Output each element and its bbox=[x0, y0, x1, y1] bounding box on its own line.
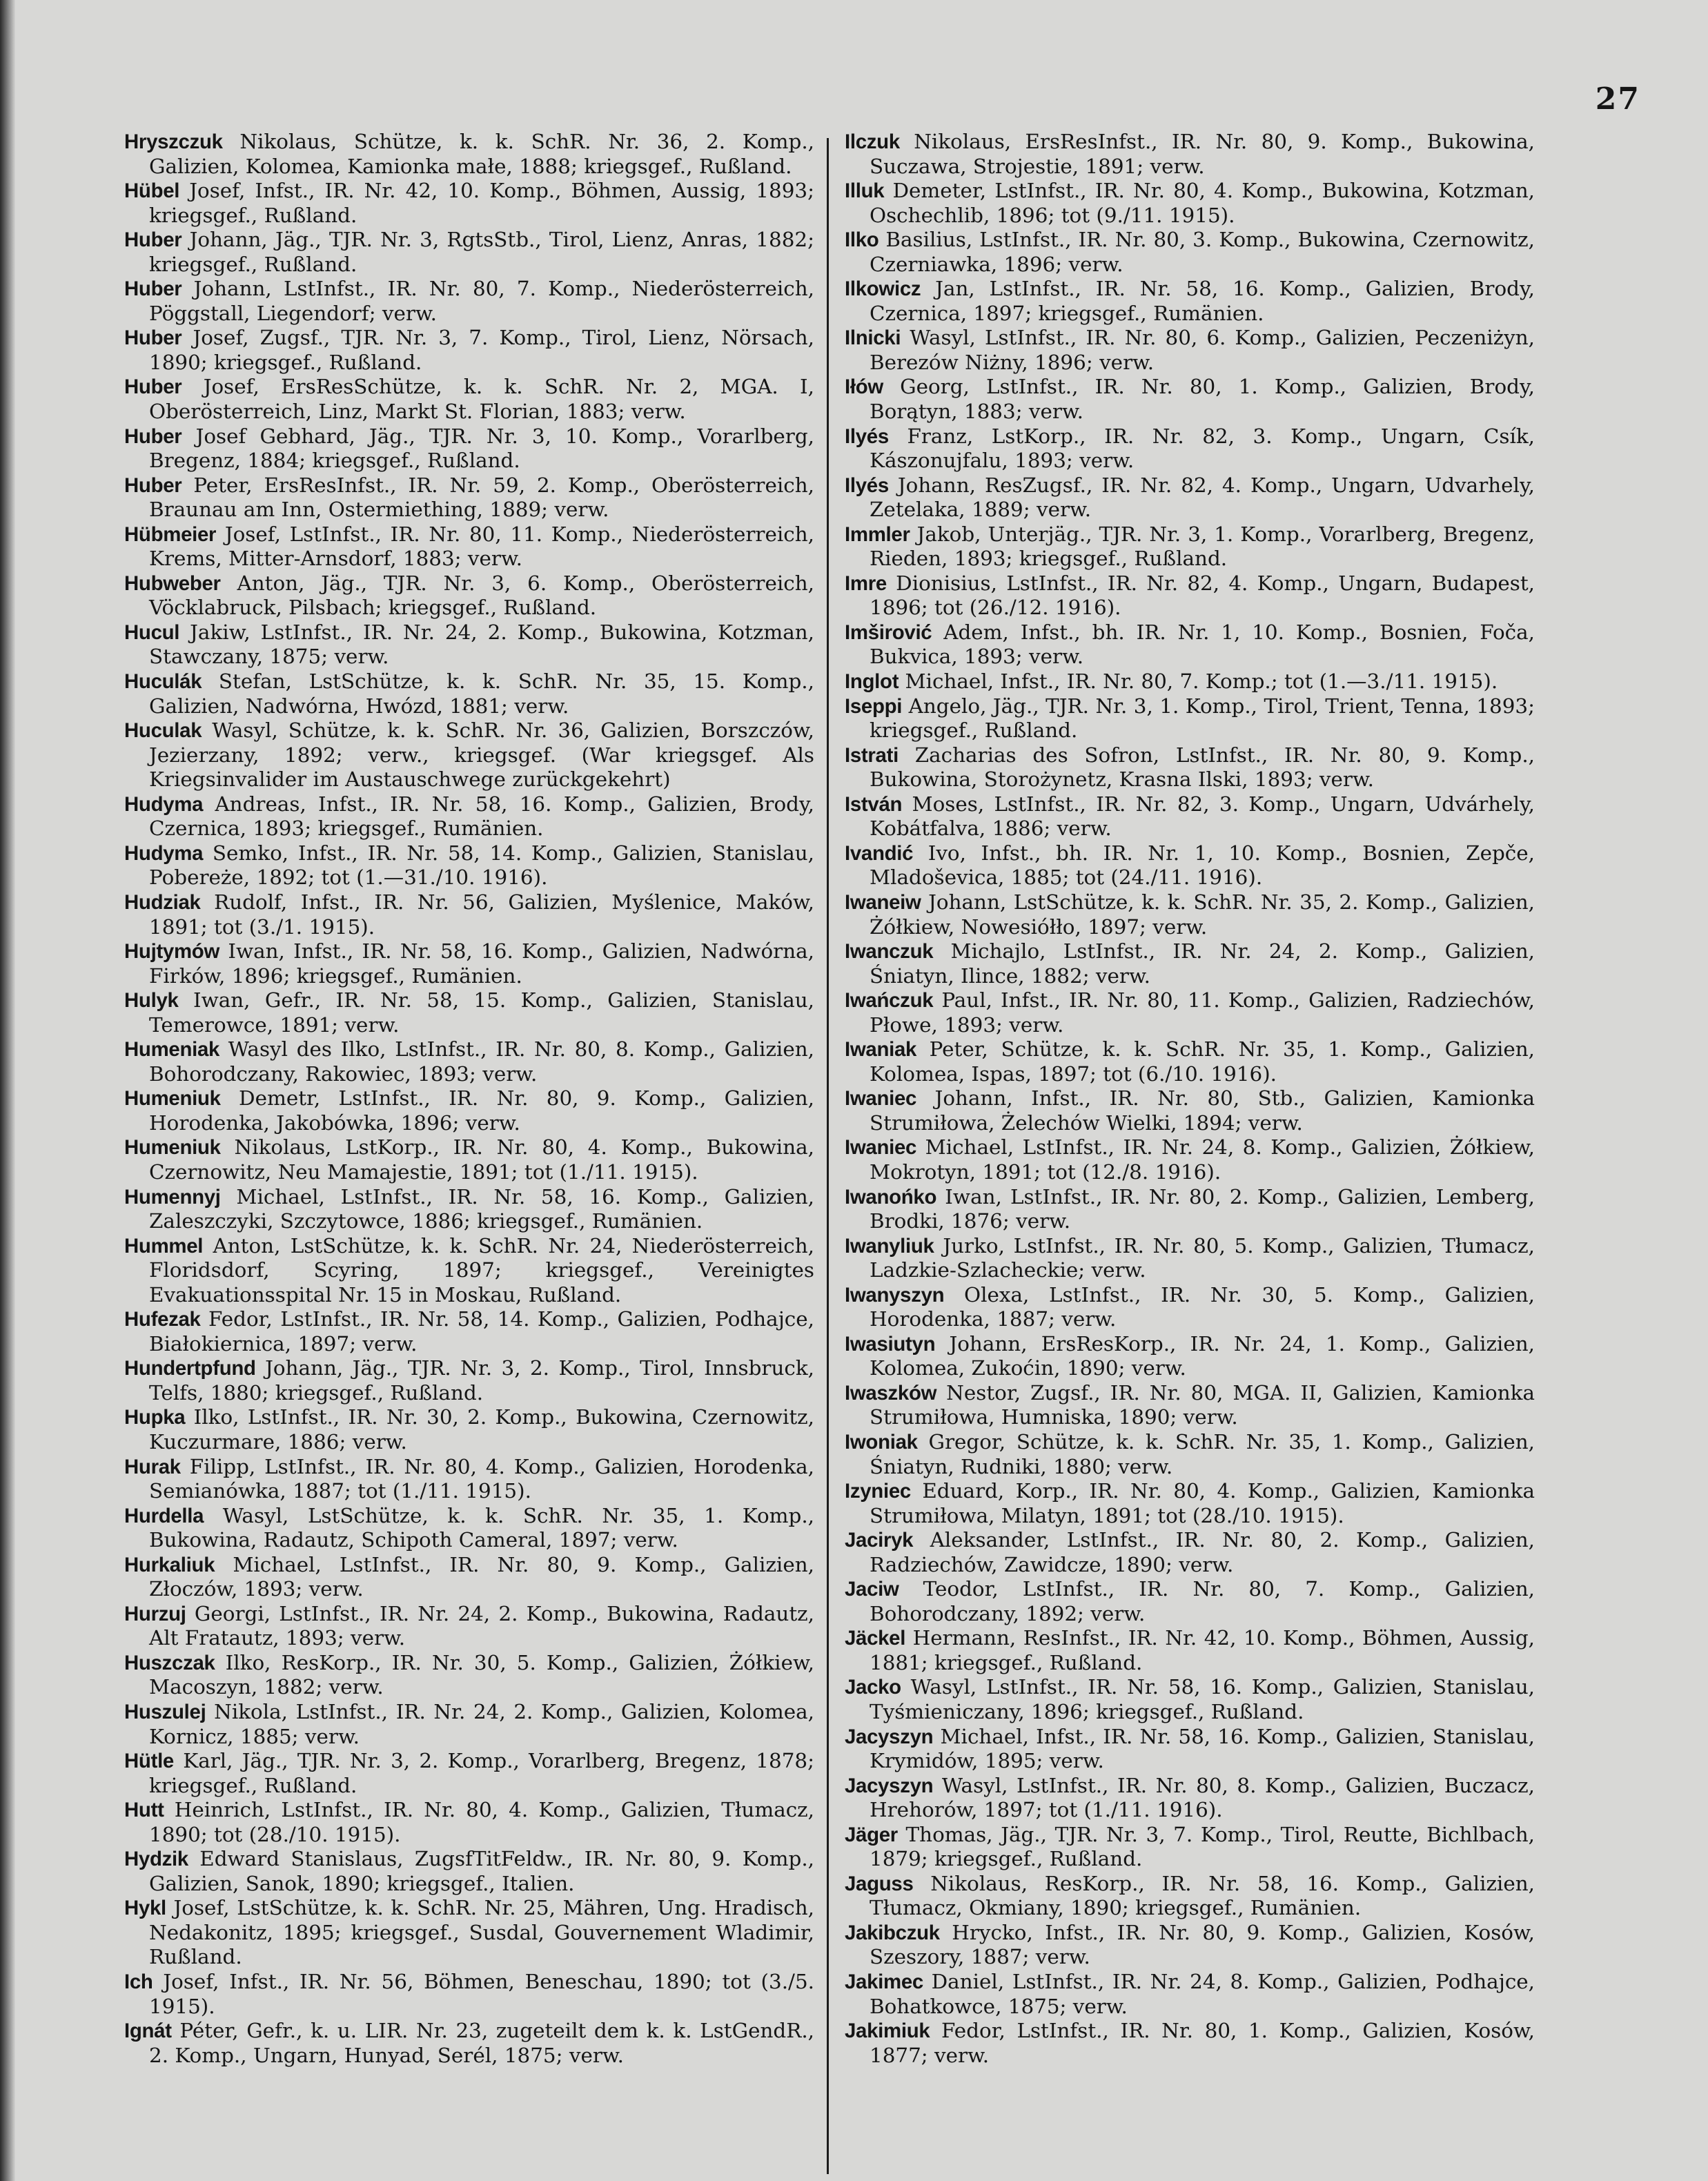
casualty-entry bbox=[845, 375, 1535, 424]
entry-surname: Iwanyliuk bbox=[845, 1234, 934, 1258]
entry-details: Hermann, ResInfst., IR. Nr. 42, 10. Komp., Böhmen, Aussig, 1881; kriegsgef., Rußland. bbox=[870, 1626, 1535, 1674]
entry-surname: Ilko bbox=[845, 228, 879, 252]
casualty-entry bbox=[124, 228, 814, 277]
casualty-entry bbox=[845, 228, 1535, 277]
entry-surname: Hufezak bbox=[124, 1308, 201, 1331]
entry-details: Thomas, Jäg., TJR. Nr. 3, 7. Komp., Tirol, Reutte, Bichlbach, 1879; kriegsgef., Rußland. bbox=[870, 1822, 1535, 1871]
casualty-entry bbox=[845, 669, 1535, 694]
casualty-entry bbox=[845, 1528, 1535, 1577]
entry-details: Paul, Infst., IR. Nr. 80, 11. Komp., Galizien, Radziechów, Płowe, 1893; verw. bbox=[870, 988, 1535, 1037]
casualty-entry bbox=[845, 130, 1535, 179]
casualty-entry bbox=[124, 1700, 814, 1749]
casualty-entry bbox=[845, 1725, 1535, 1774]
entry-details: Georg, LstInfst., IR. Nr. 80, 1. Komp., Galizien, Brody, Borątyn, 1883; verw. bbox=[870, 375, 1535, 424]
entry-surname: Hurzuj bbox=[124, 1602, 186, 1625]
casualty-entry bbox=[124, 571, 814, 620]
casualty-entry bbox=[124, 1185, 814, 1234]
page-number: 27 bbox=[1595, 81, 1640, 117]
entry-details: Aleksander, LstInfst., IR. Nr. 80, 2. Komp., Galizien, Radziechów, Zawidcze, 1890; verw. bbox=[870, 1528, 1535, 1576]
entry-surname: Hurkaliuk bbox=[124, 1553, 215, 1576]
entry-surname: Ilczuk bbox=[845, 130, 900, 153]
casualty-entry bbox=[845, 1675, 1535, 1724]
casualty-entry bbox=[124, 326, 814, 375]
entry-surname: Iwanczuk bbox=[845, 940, 934, 964]
casualty-entry bbox=[845, 1626, 1535, 1675]
entry-surname: Huber bbox=[124, 277, 182, 301]
casualty-entry bbox=[124, 277, 814, 326]
entry-details: Iwan, Infst., IR. Nr. 58, 16. Komp., Galizien, Nadwórna, Firków, 1896; kriegsgef., Rumänien. bbox=[149, 939, 814, 988]
entry-surname: Huszczak bbox=[124, 1651, 215, 1674]
entry-surname: Hummel bbox=[124, 1234, 204, 1258]
entry-details: Michael, LstInfst., IR. Nr. 58, 16. Komp., Galizien, Zaleszczyki, Szczytowce, 1886; kriegsgef., Rumänien. bbox=[149, 1184, 814, 1233]
entry-details: Demetr, LstInfst., IR. Nr. 80, 9. Komp., Galizien, Horodenka, Jakobówka, 1896; verw. bbox=[149, 1086, 815, 1135]
casualty-entry bbox=[124, 1455, 814, 1504]
casualty-entry bbox=[124, 1356, 814, 1405]
casualty-entry bbox=[124, 890, 814, 939]
casualty-entry bbox=[845, 424, 1535, 473]
entry-surname: Istrati bbox=[845, 743, 899, 767]
entry-surname: Huber bbox=[124, 326, 182, 350]
casualty-entry bbox=[845, 571, 1535, 620]
entry-details: Daniel, LstInfst., IR. Nr. 24, 8. Komp., Galizien, Podhajce, Bohatkowce, 1875; verw. bbox=[870, 1970, 1535, 2018]
entry-surname: Hryszczuk bbox=[124, 130, 223, 153]
entry-details: Johann, LstInfst., IR. Nr. 80, 7. Komp., Niederösterreich, Pöggstall, Liegendorf; verw. bbox=[149, 277, 815, 325]
entry-surname: Ilnicki bbox=[845, 326, 901, 350]
casualty-entry bbox=[845, 473, 1535, 522]
entry-surname: Huculak bbox=[124, 719, 202, 743]
entry-surname: Jakibczuk bbox=[845, 1921, 940, 1944]
entry-details: Michael, LstInfst., IR. Nr. 24, 8. Komp., Galizien, Żółkiew, Mokrotyn, 1891; tot (12./8. 1916). bbox=[870, 1135, 1535, 1184]
entry-details: Johann, Infst., IR. Nr. 80, Stb., Galizien, Kamionka Strumiłowa, Żelechów Wielki, 1894; verw. bbox=[870, 1086, 1535, 1135]
entry-surname: Iwaszków bbox=[845, 1381, 937, 1405]
entry-details: Jakiw, LstInfst., IR. Nr. 24, 2. Komp., Bukowina, Kotzman, Stawczany, 1875; verw. bbox=[149, 620, 815, 669]
entry-details: Johann, ErsResKorp., IR. Nr. 24, 1. Komp., Galizien, Kolomea, Zukoćin, 1890; verw. bbox=[870, 1331, 1535, 1380]
entry-details: Wasyl, LstInfst., IR. Nr. 80, 8. Komp., Galizien, Buczacz, Hrehorów, 1897; tot (1./11. 1916). bbox=[870, 1773, 1535, 1822]
entry-surname: Jäckel bbox=[845, 1627, 906, 1650]
casualty-entry bbox=[845, 1430, 1535, 1479]
entry-details: Basilius, LstInfst., IR. Nr. 80, 3. Komp., Bukowina, Czernowitz, Czerniawka, 1896; verw. bbox=[870, 228, 1535, 276]
entry-surname: Jacyszyn bbox=[845, 1774, 934, 1797]
entry-surname: Iwanyszyn bbox=[845, 1283, 945, 1307]
entry-details: Zacharias des Sofron, LstInfst., IR. Nr. 80, 9. Komp., Bukowina, Storożynetz, Krasna Ilski, 1893; verw. bbox=[870, 743, 1535, 792]
casualty-entry bbox=[845, 792, 1535, 841]
entry-details: Angelo, Jäg., TJR. Nr. 3, 1. Komp., Tirol, Trient, Tenna, 1893; kriegsgef., Rußland. bbox=[870, 694, 1535, 743]
casualty-entry bbox=[845, 1332, 1535, 1381]
entry-details: Filipp, LstInfst., IR. Nr. 80, 4. Komp., Galizien, Horodenka, Semianówka, 1887; tot (1./11. 1915). bbox=[149, 1454, 814, 1503]
scan-binding-edge bbox=[0, 0, 15, 2181]
column-divider bbox=[827, 138, 829, 2174]
casualty-entry bbox=[845, 1234, 1535, 1283]
entry-details: Nestor, Zugsf., IR. Nr. 80, MGA. II, Galizien, Kamionka Strumiłowa, Humniska, 1890; verw. bbox=[870, 1380, 1535, 1429]
entry-details: Johann, LstSchütze, k. k. SchR. Nr. 35, 2. Komp., Galizien, Żółkiew, Nowesiółło, 1897; verw. bbox=[870, 890, 1535, 939]
casualty-entry bbox=[124, 841, 814, 890]
entry-surname: Hudyma bbox=[124, 841, 204, 865]
casualty-entry bbox=[124, 669, 814, 718]
entry-surname: Humeniak bbox=[124, 1038, 220, 1062]
entry-details: Wasyl, LstInfst., IR. Nr. 80, 6. Komp., Galizien, Peczeniżyn, Berezów Niżny, 1896; verw. bbox=[870, 326, 1535, 374]
entry-surname: Jäger bbox=[845, 1823, 898, 1846]
entry-surname: Jacyszyn bbox=[845, 1725, 934, 1748]
entry-details: Anton, Jäg., TJR. Nr. 3, 6. Komp., Oberösterreich, Vöcklabruck, Pilsbach; kriegsgef., Rußland. bbox=[149, 571, 815, 620]
entry-details: Adem, Infst., bh. IR. Nr. 1, 10. Komp., Bosnien, Foča, Bukvica, 1893; verw. bbox=[870, 620, 1535, 669]
entry-surname: Iwoniak bbox=[845, 1430, 918, 1454]
entry-surname: Iwaniec bbox=[845, 1136, 917, 1160]
entry-surname: Iwaniak bbox=[845, 1038, 917, 1062]
entry-details: Eduard, Korp., IR. Nr. 80, 4. Komp., Galizien, Kamionka Strumiłowa, Milatyn, 1891; tot (28./10. 1915). bbox=[870, 1479, 1535, 1527]
casualty-entry bbox=[845, 841, 1535, 890]
entry-details: Karl, Jäg., TJR. Nr. 3, 2. Komp., Vorarlberg, Bregenz, 1878; kriegsgef., Rußland. bbox=[149, 1749, 814, 1797]
entry-details: Johann, ResZugsf., IR. Nr. 82, 4. Komp., Ungarn, Udvarhely, Zetelaka, 1889; verw. bbox=[870, 473, 1535, 522]
left-column bbox=[124, 130, 814, 2068]
casualty-entry bbox=[124, 130, 814, 179]
entry-surname: Jaguss bbox=[845, 1872, 914, 1895]
entry-details: Josef, LstInfst., IR. Nr. 80, 11. Komp., Niederösterreich, Krems, Mitter-Arnsdorf, 1883; verw. bbox=[149, 522, 814, 571]
casualty-entry bbox=[124, 988, 814, 1037]
casualty-entry bbox=[124, 939, 814, 988]
entry-details: Teodor, LstInfst., IR. Nr. 80, 7. Komp., Galizien, Bohorodczany, 1892; verw. bbox=[870, 1577, 1535, 1625]
entry-surname: Hübel bbox=[124, 179, 180, 203]
entry-details: Jurko, LstInfst., IR. Nr. 80, 5. Komp., Galizien, Tłumacz, Ladzkie-Szlacheckie; verw. bbox=[870, 1233, 1535, 1282]
casualty-entry bbox=[124, 1086, 814, 1135]
casualty-entry bbox=[845, 522, 1535, 571]
entry-details: Josef, ErsResSchütze, k. k. SchR. Nr. 2, MGA. I, Oberösterreich, Linz, Markt St. Florian, 1883; verw. bbox=[149, 375, 814, 424]
casualty-entry bbox=[124, 1749, 814, 1798]
casualty-entry bbox=[845, 1921, 1535, 1970]
casualty-entry bbox=[845, 620, 1535, 669]
casualty-entry bbox=[845, 1970, 1535, 2019]
entry-surname: Jakimiuk bbox=[845, 2019, 930, 2043]
entry-surname: Jacko bbox=[845, 1676, 901, 1699]
entry-surname: Imre bbox=[845, 571, 887, 595]
casualty-entry bbox=[124, 718, 814, 792]
entry-details: Jakob, Unterjäg., TJR. Nr. 3, 1. Komp., Vorarlberg, Bregenz, Rieden, 1893; kriegsgef., Rußland. bbox=[870, 522, 1535, 571]
entry-details: Franz, LstKorp., IR. Nr. 82, 3. Komp., Ungarn, Csík, Kászonujfalu, 1893; verw. bbox=[870, 424, 1535, 473]
casualty-entry bbox=[124, 1405, 814, 1454]
entry-surname: Hubweber bbox=[124, 571, 221, 595]
entry-surname: Hutt bbox=[124, 1799, 164, 1822]
entry-details: Anton, LstSchütze, k. k. SchR. Nr. 24, Niederösterreich, Floridsdorf, Scyring, 1897; kriegsgef., Vereinigtes Evakuationsspital Nr. 15 in Moskau, Rußland. bbox=[149, 1233, 814, 1307]
entry-details: Josef, LstSchütze, k. k. SchR. Nr. 25, Mähren, Ung. Hradisch, Nedakonitz, 1895; kriegsgef., Susdal, Gouvernement Wladimir, Rußland. bbox=[149, 1896, 815, 1969]
entry-surname: Ich bbox=[124, 1970, 153, 1994]
casualty-entry bbox=[845, 1086, 1535, 1135]
casualty-entry bbox=[845, 326, 1535, 375]
entry-details: Josef, Zugsf., TJR. Nr. 3, 7. Komp., Tirol, Lienz, Nörsach, 1890; kriegsgef., Rußland. bbox=[149, 326, 814, 374]
casualty-entry bbox=[845, 1283, 1535, 1332]
entry-surname: Ivandić bbox=[845, 841, 914, 865]
entry-surname: Humennyj bbox=[124, 1185, 221, 1209]
entry-surname: Hykl bbox=[124, 1897, 166, 1920]
entry-details: Josef, Infst., IR. Nr. 42, 10. Komp., Böhmen, Aussig, 1893; kriegsgef., Rußland. bbox=[149, 179, 814, 227]
entry-details: Olexa, LstInfst., IR. Nr. 30, 5. Komp., Galizien, Horodenka, 1887; verw. bbox=[870, 1282, 1535, 1331]
entry-surname: Hurdella bbox=[124, 1504, 204, 1527]
entry-surname: Hudziak bbox=[124, 890, 201, 914]
entry-details: Andreas, Infst., IR. Nr. 58, 16. Komp., Galizien, Brody, Czernica, 1893; kriegsgef., Rumänien. bbox=[149, 792, 815, 841]
entry-surname: Jakimec bbox=[845, 1970, 923, 1994]
entry-details: Dionisius, LstInfst., IR. Nr. 82, 4. Komp., Ungarn, Budapest, 1896; tot (26./12. 1916). bbox=[870, 571, 1535, 620]
entry-surname: Ignát bbox=[124, 2019, 172, 2043]
entry-details: Wasyl, LstSchütze, k. k. SchR. Nr. 35, 1. Komp., Bukowina, Radautz, Schipoth Cameral, 1897; verw. bbox=[149, 1503, 815, 1552]
entry-details: Iwan, LstInfst., IR. Nr. 80, 2. Komp., Galizien, Lemberg, Brodki, 1876; verw. bbox=[870, 1184, 1535, 1233]
entry-surname: Hucul bbox=[124, 620, 180, 644]
entry-surname: Iwańczuk bbox=[845, 989, 934, 1013]
casualty-entry bbox=[845, 1774, 1535, 1823]
entry-surname: Huber bbox=[124, 473, 182, 497]
entry-details: Ivo, Infst., bh. IR. Nr. 1, 10. Komp., Bosnien, Zepče, Mladoševica, 1885; tot (24./11. 1916). bbox=[870, 841, 1535, 890]
casualty-entry bbox=[845, 2019, 1535, 2068]
entry-surname: Iłów bbox=[845, 375, 883, 399]
entry-surname: Ilyés bbox=[845, 424, 889, 448]
entry-details: Nikola, LstInfst., IR. Nr. 24, 2. Komp., Galizien, Kolomea, Kornicz, 1885; verw. bbox=[149, 1700, 815, 1748]
entry-details: Heinrich, LstInfst., IR. Nr. 80, 4. Komp., Galizien, Tłumacz, 1890; tot (28./10. 1915). bbox=[149, 1798, 815, 1846]
casualty-entry bbox=[124, 1037, 814, 1086]
casualty-entry bbox=[845, 1872, 1535, 1921]
entry-details: Johann, Jäg., TJR. Nr. 3, RgtsStb., Tirol, Lienz, Anras, 1882; kriegsgef., Rußland. bbox=[149, 228, 814, 276]
entry-surname: Huber bbox=[124, 424, 182, 448]
casualty-entry bbox=[124, 2019, 814, 2068]
casualty-entry bbox=[124, 1798, 814, 1847]
entry-surname: Iwasiutyn bbox=[845, 1332, 936, 1356]
entry-details: Rudolf, Infst., IR. Nr. 56, Galizien, Myślenice, Maków, 1891; tot (3./1. 1915). bbox=[149, 890, 814, 939]
entry-details: Fedor, LstInfst., IR. Nr. 58, 14. Komp., Galizien, Podhajce, Białokiernica, 1897; verw. bbox=[149, 1307, 815, 1356]
casualty-entry bbox=[124, 1847, 814, 1896]
entry-details: Fedor, LstInfst., IR. Nr. 80, 1. Komp., Galizien, Kosów, 1877; verw. bbox=[870, 2019, 1535, 2067]
entry-surname: Huber bbox=[124, 228, 182, 252]
entry-details: Johann, Jäg., TJR. Nr. 3, 2. Komp., Tirol, Innsbruck, Telfs, 1880; kriegsgef., Rußland. bbox=[149, 1356, 814, 1405]
entry-surname: Huculák bbox=[124, 670, 202, 694]
entry-details: Wasyl, LstInfst., IR. Nr. 58, 16. Komp., Galizien, Stanislau, Tyśmieniczany, 1896; kriegsgef., Rußland. bbox=[870, 1675, 1535, 1723]
entry-details: Moses, LstInfst., IR. Nr. 82, 3. Komp., Ungarn, Udvárhely, Kobátfalva, 1886; verw. bbox=[870, 792, 1535, 841]
casualty-entry bbox=[124, 792, 814, 841]
entry-details: Jan, LstInfst., IR. Nr. 58, 16. Komp., Galizien, Brody, Czernica, 1897; kriegsgef., Rumänien. bbox=[870, 277, 1535, 325]
right-column bbox=[845, 130, 1535, 2068]
entry-surname: Hudyma bbox=[124, 792, 204, 816]
entry-details: Nikolaus, Schütze, k. k. SchR. Nr. 36, 2. Komp., Galizien, Kolomea, Kamionka małe, 1888; kriegsgef., Rußland. bbox=[149, 130, 815, 178]
entry-surname: Iwanońko bbox=[845, 1185, 937, 1209]
casualty-entry bbox=[845, 1037, 1535, 1086]
casualty-entry bbox=[124, 1970, 814, 2019]
casualty-entry bbox=[124, 1602, 814, 1651]
entry-surname: Imširović bbox=[845, 620, 932, 644]
entry-details: Ilko, ResKorp., IR. Nr. 30, 5. Komp., Galizien, Żółkiew, Macoszyn, 1882; verw. bbox=[149, 1650, 814, 1699]
entry-details: Georgi, LstInfst., IR. Nr. 24, 2. Komp., Bukowina, Radautz, Alt Fratautz, 1893; verw. bbox=[149, 1601, 815, 1650]
entry-surname: Hydzik bbox=[124, 1848, 188, 1871]
casualty-entry bbox=[124, 522, 814, 571]
casualty-entry bbox=[845, 1479, 1535, 1528]
entry-details: Ilko, LstInfst., IR. Nr. 30, 2. Komp., Bukowina, Czernowitz, Kuczurmare, 1886; verw. bbox=[149, 1405, 815, 1454]
entry-details: Josef Gebhard, Jäg., TJR. Nr. 3, 10. Komp., Vorarlberg, Bregenz, 1884; kriegsgef., Rußland. bbox=[149, 424, 815, 473]
casualty-entry bbox=[124, 1135, 814, 1184]
entry-surname: Hupka bbox=[124, 1406, 186, 1429]
casualty-entry bbox=[124, 473, 814, 522]
entry-details: Michael, Infst., IR. Nr. 58, 16. Komp., Galizien, Stanislau, Krymidów, 1895; verw. bbox=[870, 1724, 1535, 1773]
entry-surname: Ilyés bbox=[845, 473, 889, 497]
casualty-entry bbox=[845, 890, 1535, 939]
entry-details: Edward Stanislaus, ZugsfTitFeldw., IR. Nr. 80, 9. Komp., Galizien, Sanok, 1890; kriegsgef., Italien. bbox=[149, 1847, 814, 1895]
casualty-entry bbox=[124, 1896, 814, 1970]
entry-details: Semko, Infst., IR. Nr. 58, 14. Komp., Galizien, Stanislau, Pobereże, 1892; tot (1.—31./10. 1916). bbox=[149, 841, 815, 890]
casualty-entry bbox=[845, 988, 1535, 1037]
casualty-entry bbox=[124, 1504, 814, 1553]
entry-details: Péter, Gefr., k. u. LIR. Nr. 23, zugeteilt dem k. k. LstGendR., 2. Komp., Ungarn, Hunyad, Serél, 1875; verw. bbox=[149, 2019, 815, 2067]
entry-surname: Iseppi bbox=[845, 694, 903, 718]
casualty-entry bbox=[845, 1381, 1535, 1430]
casualty-entry bbox=[845, 179, 1535, 228]
entry-surname: Huszulej bbox=[124, 1701, 206, 1723]
entry-details: Josef, Infst., IR. Nr. 56, Böhmen, Beneschau, 1890; tot (3./5. 1915). bbox=[149, 1970, 814, 2018]
casualty-entry bbox=[845, 1823, 1535, 1872]
casualty-entry bbox=[124, 620, 814, 669]
entry-surname: Izyniec bbox=[845, 1480, 911, 1503]
entry-surname: Illuk bbox=[845, 179, 885, 203]
casualty-entry bbox=[124, 375, 814, 424]
entry-details: Michajlo, LstInfst., IR. Nr. 24, 2. Komp., Galizien, Śniatyn, Ilince, 1882; verw. bbox=[870, 939, 1535, 988]
entry-surname: Ilkowicz bbox=[845, 277, 921, 301]
casualty-entry bbox=[124, 179, 814, 228]
entry-surname: Hübmeier bbox=[124, 522, 217, 546]
entry-surname: Humeniuk bbox=[124, 1136, 221, 1160]
entry-details: Demeter, LstInfst., IR. Nr. 80, 4. Komp., Bukowina, Kotzman, Oschechlib, 1896; tot (9./11. 1915). bbox=[870, 179, 1535, 227]
entry-surname: István bbox=[845, 792, 903, 816]
entry-details: Nikolaus, ErsResInfst., IR. Nr. 80, 9. Komp., Bukowina, Suczawa, Strojestie, 1891; verw. bbox=[870, 130, 1535, 178]
casualty-entry bbox=[845, 694, 1535, 743]
entry-details: Wasyl, Schütze, k. k. SchR. Nr. 36, Galizien, Borszczów, Jezierzany, 1892; verw., kriegsgef. (War kriegsgef. Als Kriegsinvalider im Austauschwege zurückgekehrt) bbox=[149, 718, 814, 792]
entry-surname: Hulyk bbox=[124, 989, 179, 1013]
casualty-entry bbox=[845, 939, 1535, 988]
entry-surname: Iwaneiw bbox=[845, 890, 921, 914]
entry-details: Stefan, LstSchütze, k. k. SchR. Nr. 35, 15. Komp., Galizien, Nadwórna, Hwózd, 1881; verw. bbox=[149, 669, 814, 718]
entry-surname: Humeniuk bbox=[124, 1087, 221, 1111]
entry-surname: Inglot bbox=[845, 670, 899, 694]
entry-surname: Hujtymów bbox=[124, 940, 220, 964]
entry-details: Nikolaus, LstKorp., IR. Nr. 80, 4. Komp., Bukowina, Czernowitz, Neu Mamajestie, 1891; tot (1./11. 1915). bbox=[149, 1135, 814, 1184]
entry-details: Michael, Infst., IR. Nr. 80, 7. Komp.; tot (1.—3./11. 1915). bbox=[905, 669, 1498, 694]
entry-surname: Hütle bbox=[124, 1750, 174, 1773]
casualty-entry bbox=[845, 1577, 1535, 1626]
entry-details: Hrycko, Infst., IR. Nr. 80, 9. Komp., Galizien, Kosów, Szeszory, 1887; verw. bbox=[870, 1920, 1535, 1969]
entry-surname: Iwaniec bbox=[845, 1087, 917, 1111]
entry-details: Nikolaus, ResKorp., IR. Nr. 58, 16. Komp., Galizien, Tłumacz, Okmiany, 1890; kriegsgef., Rumänien. bbox=[870, 1871, 1535, 1920]
casualty-entry bbox=[124, 424, 814, 473]
casualty-entry bbox=[124, 1651, 814, 1700]
entry-surname: Hurak bbox=[124, 1455, 181, 1478]
casualty-entry bbox=[845, 277, 1535, 326]
entry-surname: Hundertpfund bbox=[124, 1357, 256, 1380]
entry-surname: Jaciryk bbox=[845, 1529, 914, 1552]
entry-surname: Huber bbox=[124, 375, 182, 399]
entry-details: Iwan, Gefr., IR. Nr. 58, 15. Komp., Galizien, Stanislau, Temerowce, 1891; verw. bbox=[149, 988, 815, 1037]
casualty-entry bbox=[124, 1553, 814, 1602]
casualty-entry bbox=[845, 1135, 1535, 1184]
casualty-entry bbox=[845, 743, 1535, 792]
entry-surname: Jaciw bbox=[845, 1578, 899, 1601]
entry-details: Peter, ErsResInfst., IR. Nr. 59, 2. Komp., Oberösterreich, Braunau am Inn, Ostermiething, 1889; verw. bbox=[149, 473, 814, 522]
casualty-entry bbox=[845, 1185, 1535, 1234]
entry-surname: Immler bbox=[845, 522, 910, 546]
entry-details: Gregor, Schütze, k. k. SchR. Nr. 35, 1. Komp., Galizien, Śniatyn, Rudniki, 1880; verw. bbox=[870, 1429, 1535, 1478]
casualty-entry bbox=[124, 1307, 814, 1356]
entry-details: Michael, LstInfst., IR. Nr. 80, 9. Komp., Galizien, Złoczów, 1893; verw. bbox=[149, 1552, 814, 1601]
entry-details: Peter, Schütze, k. k. SchR. Nr. 35, 1. Komp., Galizien, Kolomea, Ispas, 1897; tot (6./10. 1916). bbox=[870, 1037, 1535, 1086]
entry-details: Wasyl des Ilko, LstInfst., IR. Nr. 80, 8. Komp., Galizien, Bohorodczany, Rakowiec, 1893; verw. bbox=[149, 1037, 814, 1086]
casualty-entry bbox=[124, 1234, 814, 1308]
